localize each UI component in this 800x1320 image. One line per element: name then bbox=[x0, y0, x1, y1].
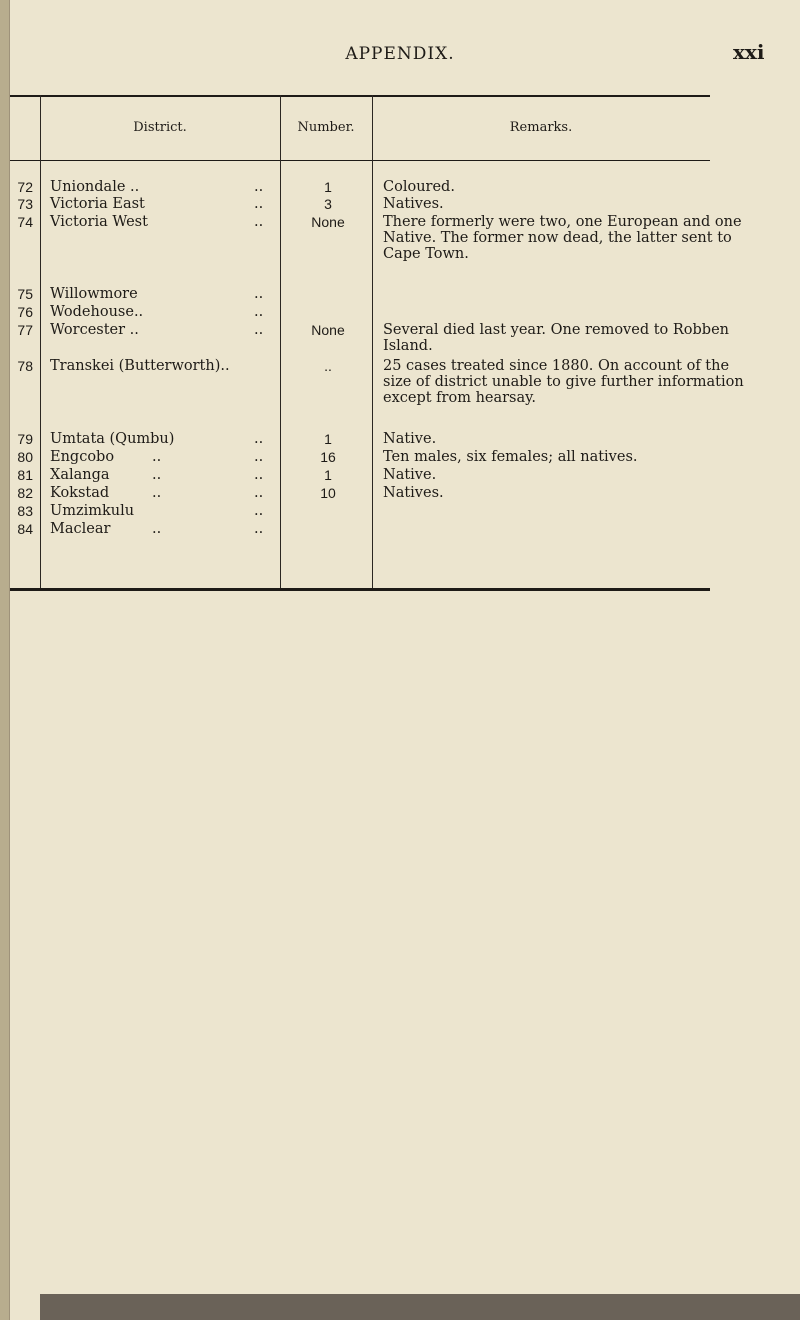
leader-dots: .. bbox=[254, 467, 264, 483]
row-number: 77 bbox=[17, 322, 33, 338]
case-number: 3 bbox=[324, 196, 332, 212]
leader-dots: .. bbox=[254, 322, 264, 338]
leader-dots: .. bbox=[254, 196, 264, 212]
leader-dots: .. bbox=[254, 431, 264, 447]
case-number: None bbox=[311, 322, 345, 338]
row-number: 78 bbox=[17, 358, 33, 374]
case-number: 10 bbox=[320, 485, 336, 501]
leader-dots: .. bbox=[254, 449, 264, 465]
leader-dots: .. bbox=[152, 449, 162, 465]
row-number: 83 bbox=[17, 503, 33, 519]
remarks-text: Several died last year. One removed to Robben Island. bbox=[383, 322, 730, 354]
district-name: Xalanga bbox=[50, 467, 110, 483]
row-number: 81 bbox=[17, 467, 33, 483]
remarks-text: Natives. bbox=[383, 196, 444, 212]
header-bottom-rule bbox=[10, 160, 710, 161]
district-name: Kokstad bbox=[50, 485, 110, 501]
column-header-number: Number. bbox=[297, 120, 355, 135]
case-number: 1 bbox=[324, 431, 332, 447]
leader-dots: .. bbox=[152, 467, 162, 483]
district-name: Willowmore bbox=[50, 286, 138, 302]
remarks-text: Native. bbox=[383, 467, 437, 483]
case-number: .. bbox=[324, 358, 332, 374]
leader-dots: .. bbox=[254, 179, 264, 195]
row-number: 76 bbox=[17, 304, 33, 320]
leader-dots: .. bbox=[254, 286, 264, 302]
column-header-remarks: Remarks. bbox=[509, 120, 573, 135]
remarks-text: There formerly were two, one European and one Native. The former now dead, the latter sent to Cape Town. bbox=[383, 214, 742, 262]
table-bottom-rule bbox=[10, 588, 710, 591]
leader-dots: .. bbox=[152, 485, 162, 501]
district-name: Umtata (Qumbu) bbox=[50, 431, 175, 447]
row-number: 84 bbox=[17, 521, 33, 537]
page-bottom-edge bbox=[40, 1294, 800, 1320]
row-number: 72 bbox=[17, 179, 33, 195]
table-top-rule bbox=[10, 95, 710, 97]
district-name: Maclear bbox=[50, 521, 111, 537]
row-number: 79 bbox=[17, 431, 33, 447]
district-name: Engcobo bbox=[50, 449, 115, 465]
row-number: 74 bbox=[17, 214, 33, 230]
case-number: None bbox=[311, 214, 345, 230]
column-divider-number bbox=[40, 95, 41, 588]
district-name: Umzimkulu bbox=[50, 503, 135, 519]
remarks-text: 25 cases treated since 1880. On account of the size of district unable to give further information except from hearsay. bbox=[383, 358, 744, 406]
remarks-text: Coloured. bbox=[383, 179, 455, 195]
remarks-text: Native. bbox=[383, 431, 437, 447]
district-name: Uniondale .. bbox=[50, 179, 140, 195]
column-divider-remarks bbox=[372, 95, 373, 588]
row-number: 80 bbox=[17, 449, 33, 465]
leader-dots: .. bbox=[254, 304, 264, 320]
leader-dots: .. bbox=[254, 521, 264, 537]
page-title: APPENDIX. bbox=[345, 44, 455, 64]
leader-dots: .. bbox=[254, 485, 264, 501]
district-name: Wodehouse.. bbox=[50, 304, 144, 320]
page-number: xxi bbox=[733, 40, 765, 64]
case-number: 16 bbox=[320, 449, 336, 465]
column-header-district: District. bbox=[133, 120, 187, 135]
remarks-text: Natives. bbox=[383, 485, 444, 501]
row-number: 82 bbox=[17, 485, 33, 501]
column-divider-district bbox=[280, 95, 281, 588]
case-number: 1 bbox=[324, 179, 332, 195]
district-name: Worcester .. bbox=[50, 322, 139, 338]
district-name: Transkei (Butterworth).. bbox=[50, 358, 230, 374]
remarks-text: Ten males, six females; all natives. bbox=[383, 449, 638, 465]
case-number: 1 bbox=[324, 467, 332, 483]
district-name: Victoria East bbox=[50, 196, 145, 212]
leader-dots: .. bbox=[254, 214, 264, 230]
leader-dots: .. bbox=[152, 521, 162, 537]
page-edge-line bbox=[9, 0, 10, 1320]
page-edge-shadow bbox=[0, 0, 9, 1320]
row-number: 75 bbox=[17, 286, 33, 302]
district-name: Victoria West bbox=[50, 214, 148, 230]
row-number: 73 bbox=[17, 196, 33, 212]
leader-dots: .. bbox=[254, 503, 264, 519]
